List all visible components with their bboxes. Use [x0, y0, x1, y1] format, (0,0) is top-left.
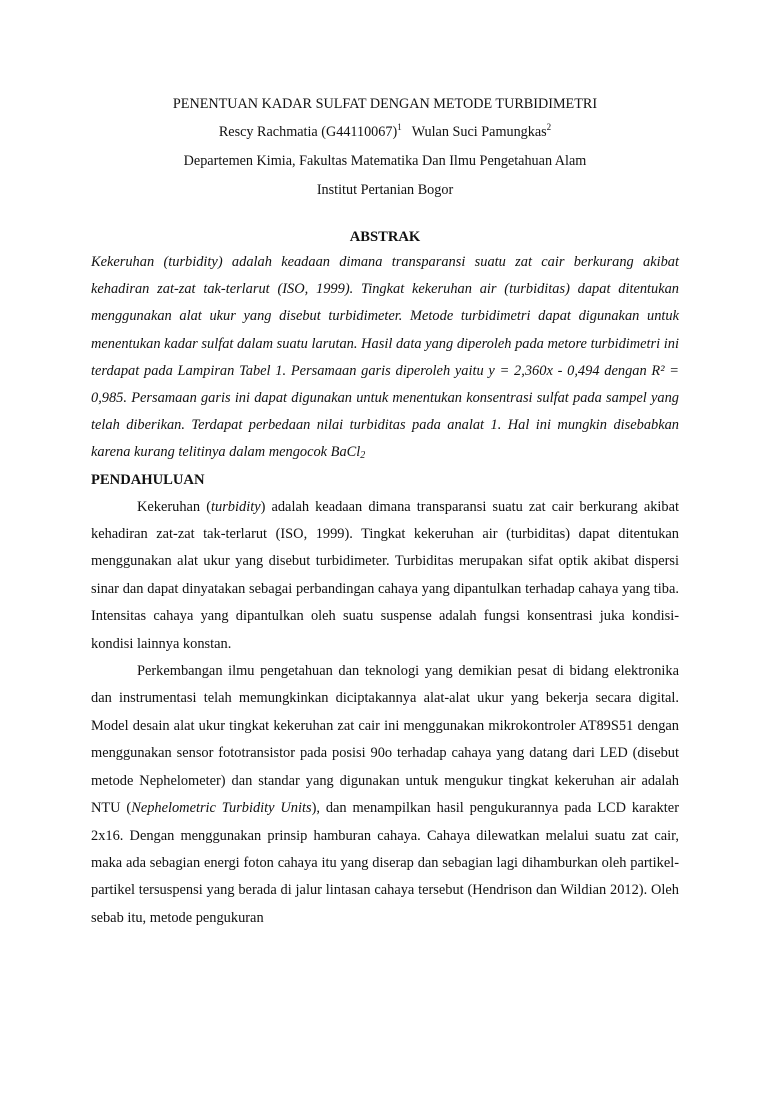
author-2: Wulan Suci Pamungkas: [411, 124, 547, 140]
author-2-affiliation-mark: 2: [546, 122, 552, 132]
intro-paragraph-1: Kekeruhan (turbidity) adalah keadaan dimana transparansi suatu zat cair berkurang akibat kehadiran zat-zat tak-terlarut (ISO, 1999). Tingkat kekeruhan air (turbiditas) dapat ditentukan menggunakan alat ukur yang disebut turbidimeter. Turbiditas merupakan sifat optik akibat dispersi sinar dan dapat dinyatakan sebagai perbandingan cahaya yang dipantulkan terhadap cahaya yang tiba. Intensitas cahaya yang dipantulkan oleh suatu suspense adalah fungsi konsentrasi juka kondisi-kondisi lainnya konstan.: [91, 498, 679, 652]
institution: Institut Pertanian Bogor: [316, 182, 454, 198]
abstract-body: Kekeruhan (turbidity) adalah keadaan dimana transparansi suatu zat cair berkurang akibat kehadiran zat-zat tak-terlarut (ISO, 1999). Tingkat kekeruhan air (turbiditas) dapat ditentukan menggunakan alat ukur yang disebut turbidimeter. Metode turbidimetri dapat digunakan untuk menentukan kadar sulfat dalam suatu larutan. Hasil data yang diperoleh pada metore turbidimetri ini terdapat pada Lampiran Tabel 1. Persamaan garis diperoleh yaitu y = 2,360x - 0,494 dengan R² = 0,985. Persamaan garis ini dapat digunakan untuk menentukan konsentrasi sulfat pada sampel yang telah diberikan. Terdapat perbedaan nilai turbiditas pada analat 1. Hal ini mungkin disebabkan karena kurang telitinya dalam mengocok BaCl$_2$: [91, 254, 679, 462]
author-1: Rescy Rachmatia (G44110067): [218, 124, 398, 140]
author-line: [91, 117, 679, 147]
abstract-heading: ABSTRAK: [349, 229, 421, 245]
section-heading-pendahuluan: PENDAHULUAN: [91, 471, 205, 488]
abstract-subscript: 2: [360, 450, 366, 462]
department: Departemen Kimia, Fakultas Matematika Dan Ilmu Pengetahuan Alam: [183, 153, 587, 169]
paper-header: [91, 93, 679, 205]
paper-title: PENENTUAN KADAR SULFAT DENGAN METODE TURBIDIMETRI: [172, 96, 598, 112]
intro-paragraph-2: Perkembangan ilmu pengetahuan dan teknologi yang demikian pesat di bidang elektronika dan instrumentasi telah memungkinkan diciptakannya alat-alat ukur yang bekerja secara digital. Model desain alat ukur tingkat kekeruhan zat cair ini menggunakan mikrokontroler AT89S51 dengan menggunakan sensor fototransistor pada posisi 90o terhadap cahaya yang datang dari LED (disebut metode Nephelometer) dan standar yang digunakan untuk mengukur tingkat kekeruhan air adalah NTU (Nephelometric Turbidity Units), dan menampilkan hasil pengukurannya pada LCD karakter 2x16. Dengan menggunakan prinsip hamburan cahaya. Cahaya dilewatkan melalui suatu zat cair, maka ada sebagian energi foton cahaya itu yang diserap dan sebagian lagi dihamburkan oleh partikel-partikel tersuspensi yang berada di jalur lintasan cahaya tersebut (Hendrison dan Wildian 2012). Oleh sebab itu, metode pengukuran: [91, 663, 679, 926]
author-1-affiliation-mark: 1: [397, 122, 402, 132]
document-page: [0, 93, 768, 1117]
